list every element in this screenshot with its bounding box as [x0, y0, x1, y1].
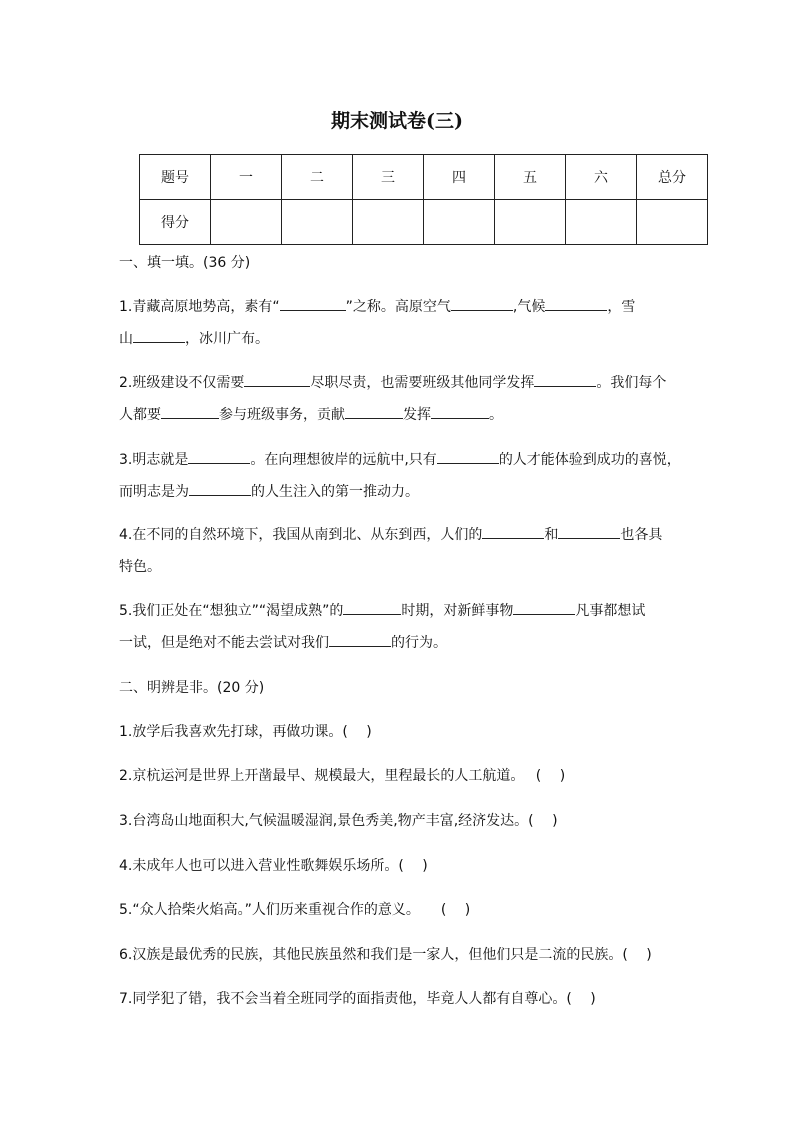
page-title: 期末测试卷(三) — [331, 110, 463, 132]
answer-blank — [345, 404, 403, 419]
question-4-line-2: 特色。 — [119, 559, 161, 575]
question-5-line-1: 5.我们正处在“想独立”“渴望成熟”的 时期，对新鲜事物 凡事都想试 — [119, 600, 645, 620]
true-false-item: 6.汉族是最优秀的民族，其他民族虽然和我们是一家人，但他们只是二流的民族。( ) — [119, 947, 652, 963]
answer-blank — [482, 524, 544, 539]
question-2-line-1: 2.班级建设不仅需要 尽职尽责，也需要班级其他同学发挥 。我们每个 — [119, 372, 666, 392]
score-cell — [282, 200, 353, 245]
answer-blank — [545, 296, 607, 311]
answer-blank — [244, 372, 310, 387]
answer-blank — [534, 372, 596, 387]
question-3-line-1: 3.明志就是 。在向理想彼岸的远航中,只有 的人才能体验到成功的喜悦， — [119, 449, 681, 469]
score-cell — [637, 200, 708, 245]
score-table-header-cell: 五 — [495, 155, 566, 200]
answer-blank — [189, 481, 251, 496]
question-1-line-2: 山 ，冰川广布。 — [119, 328, 269, 348]
answer-blank — [513, 600, 575, 615]
score-cell — [495, 200, 566, 245]
true-false-item: 2.京杭运河是世界上开凿最早、规模最大，里程最长的人工航道。 ( ) — [119, 768, 566, 784]
score-cell — [211, 200, 282, 245]
answer-blank — [437, 449, 499, 464]
section2-heading: 二、明辨是非。(20 分) — [119, 680, 265, 696]
score-table-header-row — [140, 155, 708, 200]
answer-blank — [329, 632, 391, 647]
answer-blank — [343, 600, 401, 615]
answer-blank — [161, 404, 219, 419]
question-3-line-2: 而明志是为 的人生注入的第一推动力。 — [119, 481, 419, 501]
score-table-header-cell: 总分 — [637, 155, 708, 200]
score-cell — [353, 200, 424, 245]
score-table-header-cell: 一 — [211, 155, 282, 200]
score-table-header-cell: 二 — [282, 155, 353, 200]
score-table-header-cell: 四 — [424, 155, 495, 200]
answer-blank — [451, 296, 513, 311]
true-false-item: 7.同学犯了错，我不会当着全班同学的面指责他，毕竟人人都有自尊心。( ) — [119, 991, 596, 1007]
answer-blank — [133, 328, 185, 343]
true-false-item: 3.台湾岛山地面积大,气候温暖湿润,景色秀美,物产丰富,经济发达。( ) — [119, 813, 558, 829]
score-table — [139, 154, 708, 245]
score-cell — [566, 200, 637, 245]
true-false-item: 5.“众人拾柴火焰高。”人们历来重视合作的意义。 ( ) — [119, 902, 471, 918]
question-2-line-2: 人都要 参与班级事务，贡献 发挥 。 — [119, 404, 503, 424]
question-1-line-1: 1.青藏高原地势高，素有“ ”之称。高原空气 ,气候 ，雪 — [119, 296, 635, 316]
answer-blank — [558, 524, 620, 539]
score-table-header-cell: 三 — [353, 155, 424, 200]
answer-blank — [188, 449, 250, 464]
score-cell — [424, 200, 495, 245]
score-row-label: 得分 — [140, 200, 211, 245]
question-5-line-2: 一试，但是绝对不能去尝试对我们 的行为。 — [119, 632, 447, 652]
true-false-item: 1.放学后我喜欢先打球，再做功课。( ) — [119, 724, 372, 740]
score-table-header-cell: 题号 — [140, 155, 211, 200]
section1-heading: 一、填一填。(36 分) — [119, 255, 251, 271]
answer-blank — [280, 296, 346, 311]
score-table-score-row — [140, 200, 708, 245]
answer-blank — [431, 404, 489, 419]
true-false-item: 4.未成年人也可以进入营业性歌舞娱乐场所。( ) — [119, 858, 428, 874]
score-table-header-cell: 六 — [566, 155, 637, 200]
question-4-line-1: 4.在不同的自然环境下，我国从南到北、从东到西，人们的 和 也各具 — [119, 524, 662, 544]
